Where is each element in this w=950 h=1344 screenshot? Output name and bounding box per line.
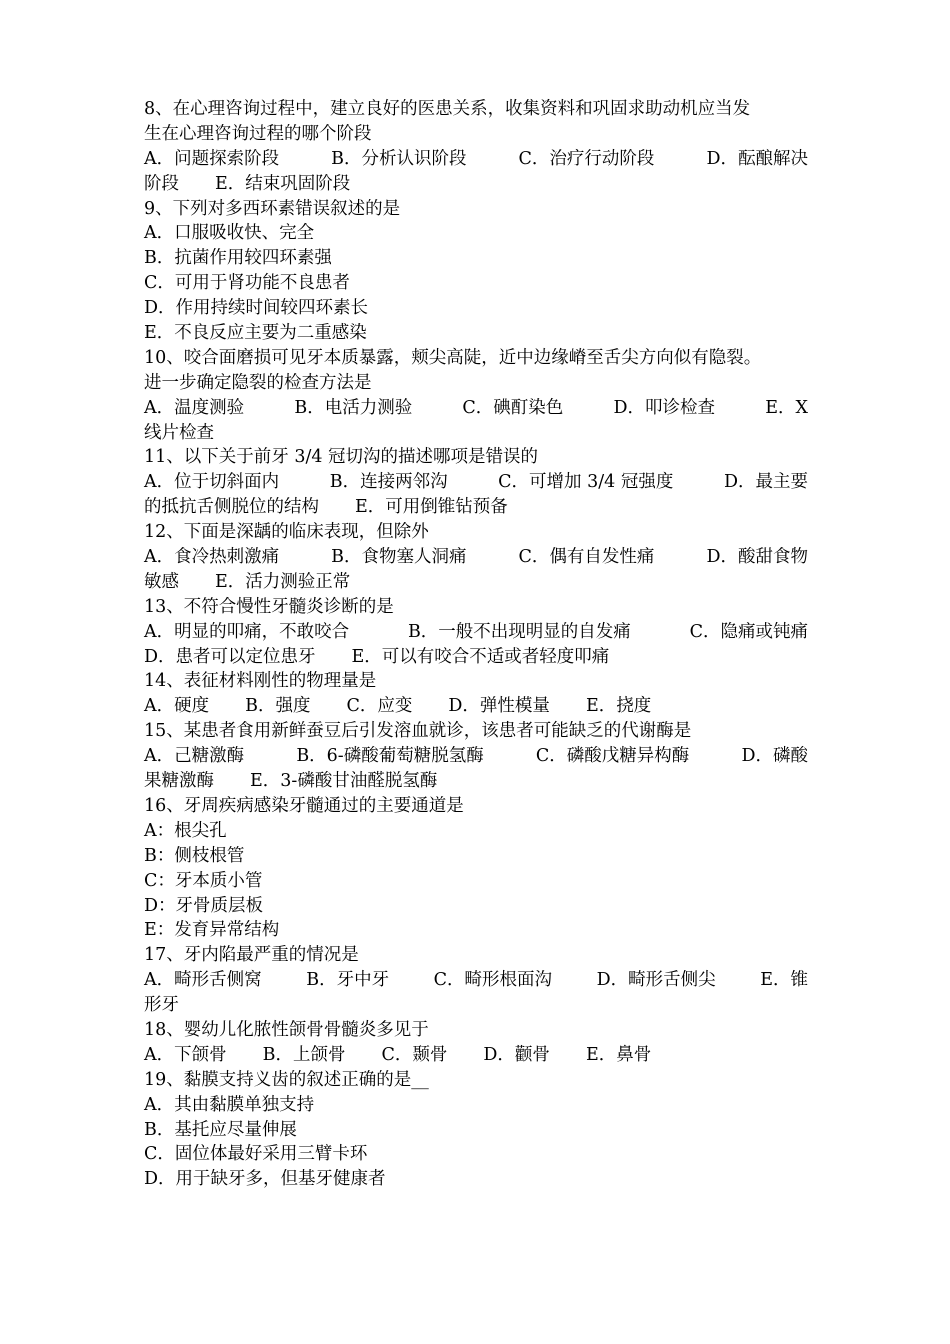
answer-option: 果糖激酶 [144,771,214,792]
question-text: 10、咬合面磨损可见牙本质暴露，颊尖高陡，近中边缘嵴至舌尖方向似有隐裂。 [144,347,762,368]
question-block [144,943,808,1018]
answer-options-row [144,172,808,197]
answer-option: C．碘酊染色 [462,397,564,418]
answer-option: B．食物塞人洞痛 [331,547,467,568]
answer-option: B．电活力测验 [294,397,413,418]
answer-options-row [144,396,808,421]
question-block [144,1068,808,1192]
question-block [144,520,808,595]
answer-option: E．X [765,397,808,418]
answer-option: B：侧枝根管 [144,845,245,866]
question-block [144,794,808,943]
answer-option: D．畸形舌侧尖 [596,970,716,991]
answer-option: A．畸形舌侧窝 [144,970,262,991]
answer-option: E．鼻骨 [585,1044,652,1065]
answer-option: B．强度 [245,696,311,717]
answer-option: C．隐痛或钝痛 [689,621,808,642]
question-block [144,97,808,197]
answer-options-row [144,545,808,570]
answer-options-row [144,694,808,719]
question-text: 14、表征材料刚性的物理量是 [144,671,377,692]
answer-option: B．一般不出现明显的自发痛 [407,621,631,642]
answer-option: A：根尖孔 [144,820,227,841]
question-block [144,346,808,446]
answer-option: A．己糖激酶 [144,746,245,767]
answer-option: 敏感 [144,571,179,592]
question-text: 9、下列对多西环素错误叙述的是 [144,198,401,219]
question-block [144,197,808,346]
answer-options-row [144,769,808,794]
answer-option: B．基托应尽量伸展 [144,1119,297,1140]
answer-option: D．颧骨 [483,1044,550,1065]
document-page [144,97,808,1192]
answer-option: A．明显的叩痛，不敢咬合 [144,621,350,642]
answer-option: E．可用倒锥钻预备 [355,497,508,518]
answer-options-row [144,744,808,769]
question-text: 8、在心理咨询过程中，建立良好的医患关系，收集资料和巩固求助动机应当发 [144,99,751,119]
answer-option: A．其由黏膜单独支持 [144,1094,315,1115]
answer-option: D．弹性模量 [448,696,550,717]
answer-option: B．牙中牙 [306,970,390,991]
answer-option: A．下颌骨 [144,1044,227,1065]
answer-option: C．固位体最好采用三臂卡环 [144,1144,368,1165]
answer-option: C．可增加 3/4 冠强度 [498,472,674,493]
answer-options-row [144,470,808,495]
answer-option: D．作用持续时间较四环素长 [144,298,369,319]
answer-option: C．偶有自发性痛 [518,547,655,568]
question-text: 16、牙周疾病感染牙髓通过的主要通道是 [144,795,464,816]
answer-option: B．6-磷酸葡萄糖脱氢酶 [296,746,484,767]
answer-option: A．食冷热刺激痛 [144,547,280,568]
answer-option: D．酝酿解决 [706,148,808,169]
answer-option: C．治疗行动阶段 [518,148,655,169]
question-text: 13、不符合慢性牙髓炎诊断的是 [144,596,394,617]
answer-option: E．3-磷酸甘油醛脱氢酶 [250,771,438,792]
answer-option: E．挠度 [585,696,652,717]
answer-options-row [144,993,808,1018]
answer-option: D．酸甜食物 [706,547,808,568]
answer-option: C．可用于肾功能不良患者 [144,273,350,294]
question-text: 15、某患者食用新鲜蚕豆后引发溶血就诊，该患者可能缺乏的代谢酶是 [144,721,692,742]
answer-options-row [144,421,808,446]
answer-option: E．锥 [760,970,808,991]
question-block [144,719,808,794]
question-text: 生在心理咨询过程的哪个阶段 [144,123,372,144]
answer-option: C．磷酸戊糖异构酶 [535,746,690,767]
answer-option: B．抗菌作用较四环素强 [144,248,332,269]
answer-option: B．连接两邻沟 [329,472,448,493]
answer-option: 阶段 [144,173,179,194]
answer-option: E．不良反应主要为二重感染 [144,323,367,344]
answer-option: B．上颌骨 [262,1044,346,1065]
answer-options-row [144,968,808,993]
answer-option: D．用于缺牙多，但基牙健康者 [144,1169,386,1190]
answer-option: A．问题探索阶段 [144,148,280,169]
answer-options-row [144,570,808,595]
answer-option: B．分析认识阶段 [331,148,467,169]
answer-option: D．磷酸 [741,746,808,767]
answer-options-row [144,645,808,670]
answer-option: D：牙骨质层板 [144,895,264,916]
answer-option: E．可以有咬合不适或者轻度叩痛 [351,646,610,667]
question-block [144,1018,808,1068]
answer-options-row [144,620,808,645]
answer-option: A．硬度 [144,696,210,717]
question-text: 进一步确定隐裂的检查方法是 [144,372,372,393]
question-text: 19、黏膜支持义齿的叙述正确的是__ [144,1069,429,1090]
answer-option: C．应变 [346,696,413,717]
answer-option: D．叩诊检查 [613,397,716,418]
answer-option: D．最主要 [723,472,808,493]
answer-option: A．温度测验 [144,397,245,418]
question-text: 18、婴幼儿化脓性颌骨骨髓炎多见于 [144,1019,429,1040]
answer-option: 的抵抗舌侧脱位的结构 [144,497,319,518]
answer-option: E．活力测验正常 [215,571,351,592]
answer-option: 线片检查 [144,422,214,443]
answer-option: D．患者可以定位患牙 [144,646,316,667]
answer-option: C．畸形根面沟 [433,970,553,991]
answer-option: 形牙 [144,995,179,1016]
question-text: 17、牙内陷最严重的情况是 [144,945,359,966]
answer-options-row [144,1043,808,1068]
answer-options-row [144,495,808,520]
answer-option: E：发育异常结构 [144,920,280,941]
answer-option: C．颞骨 [381,1044,448,1065]
answer-option: E．结束巩固阶段 [215,173,351,194]
question-block [144,669,808,719]
answer-option: C：牙本质小管 [144,870,263,891]
question-text: 12、下面是深龋的临床表现，但除外 [144,522,429,543]
answer-options-row [144,147,808,172]
question-text: 11、以下关于前牙 3/4 冠切沟的描述哪项是错误的 [144,447,539,468]
question-block [144,595,808,670]
question-block [144,445,808,520]
answer-option: A．口服吸收快、完全 [144,223,315,244]
answer-option: A．位于切斜面内 [144,472,280,493]
